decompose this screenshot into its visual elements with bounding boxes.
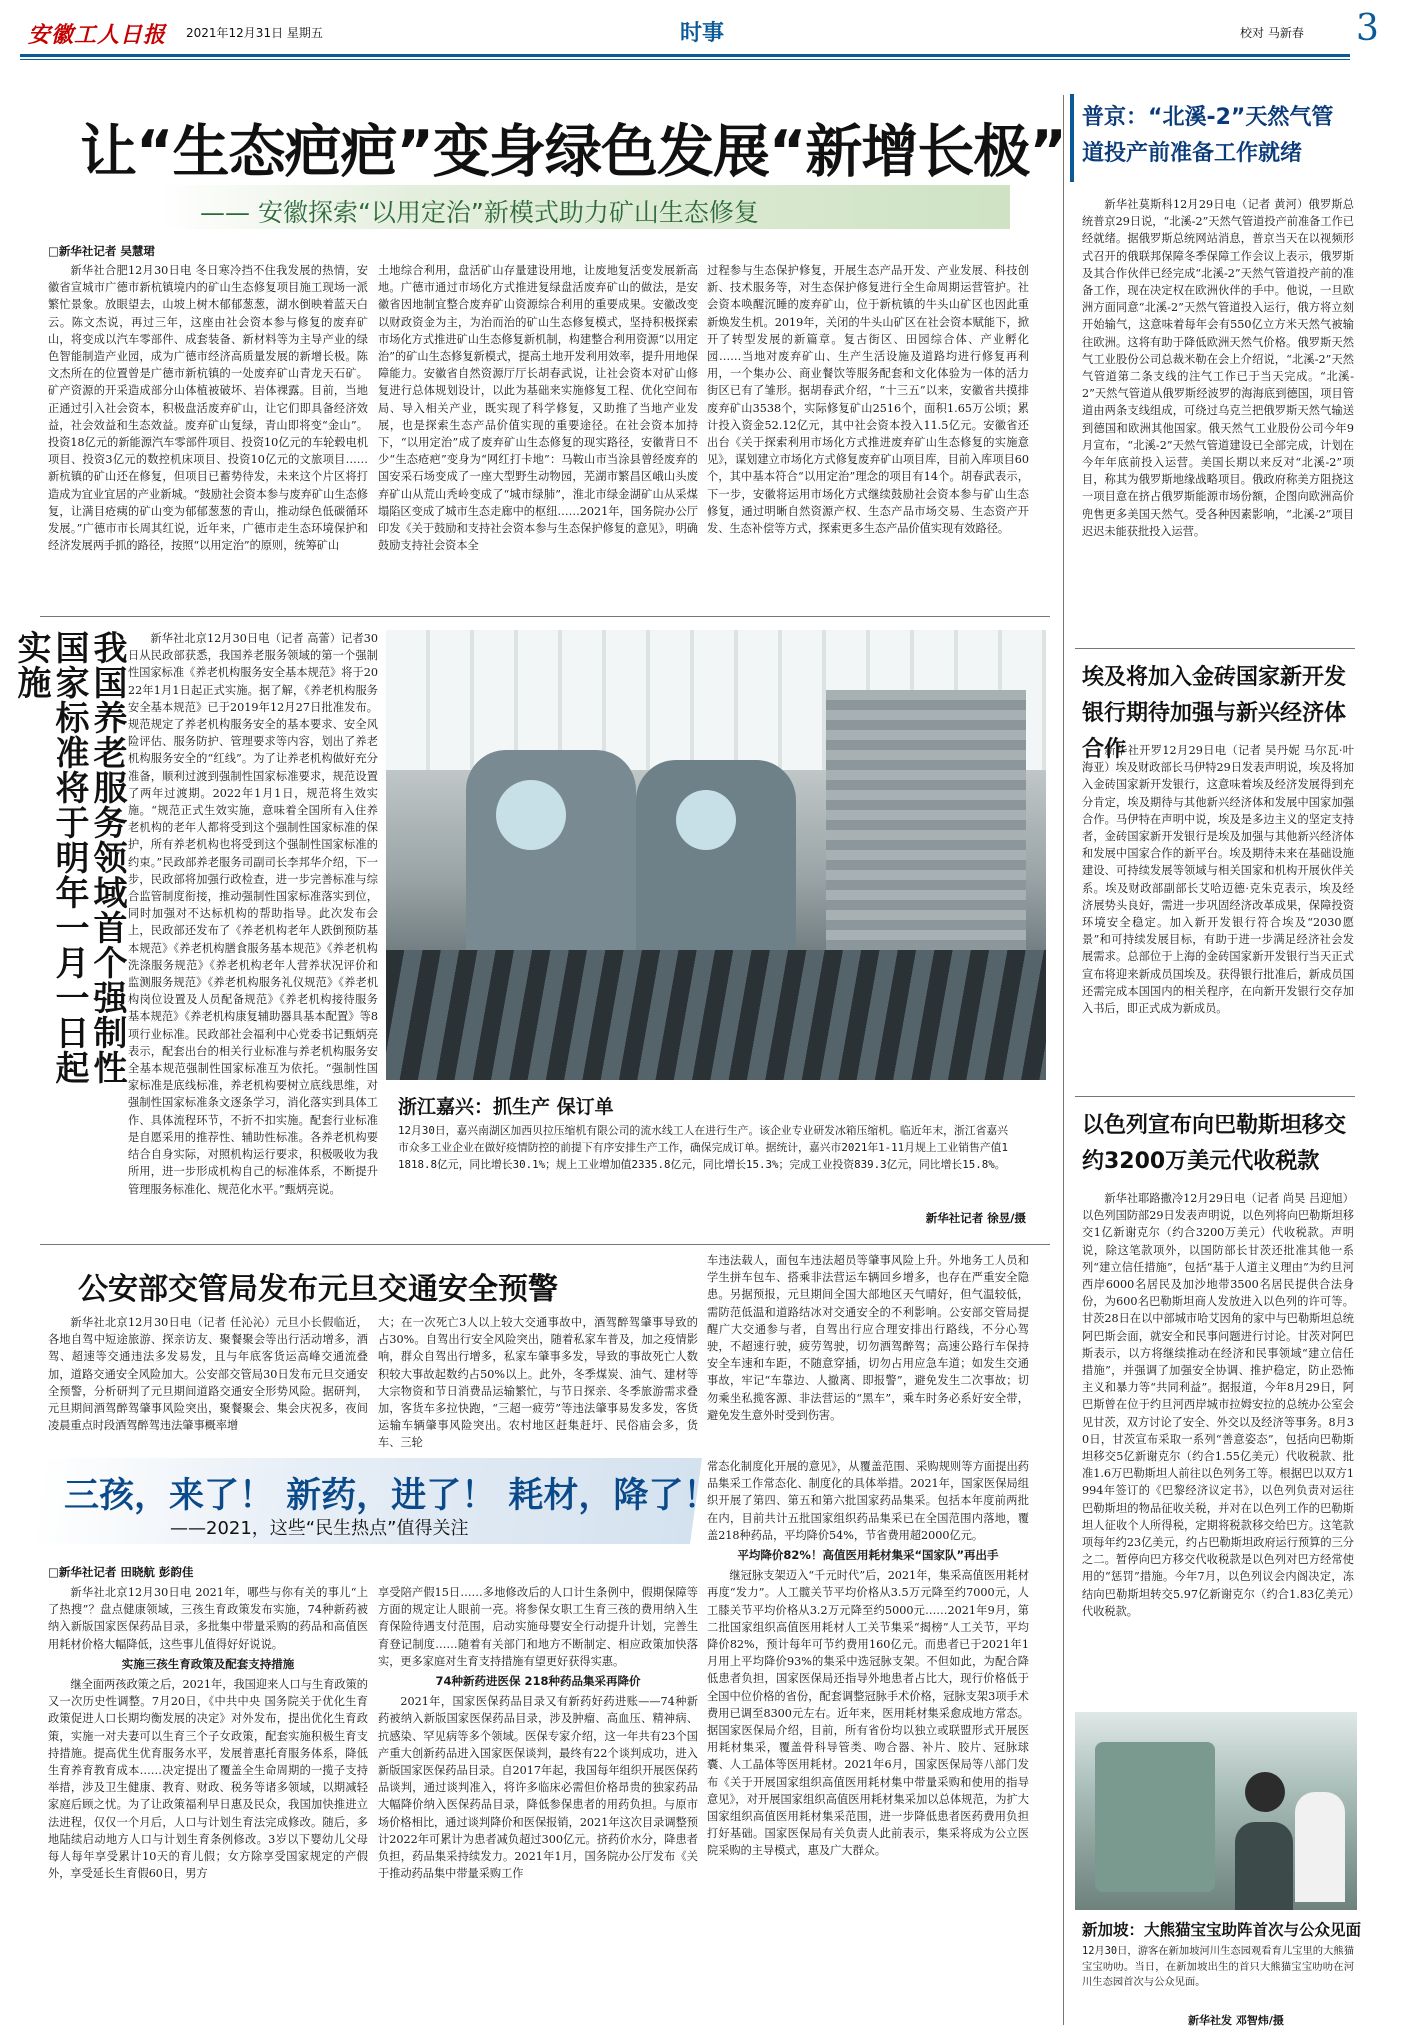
masthead-logo: 安徽工人日报	[28, 23, 167, 48]
right-story-1-bar	[1070, 94, 1074, 182]
panda-title: 新加坡：大熊猫宝宝助阵首次与公众见面	[1082, 1921, 1362, 1939]
sanhai-subheading-2: 74种新药进医保 218种药品集采再降价	[435, 1674, 641, 1689]
sanhai-subheading-1: 实施三孩生育政策及配套支持措施	[121, 1656, 295, 1671]
lead-title: 让“生态疤疤”变身绿色发展“新增长极”	[80, 119, 1066, 185]
right-story-3-text: 新华社耶路撒冷12月29日电（记者 尚昊 吕迎旭）以色列国防部29日发表声明说，以色列将向巴勒斯坦移交1亿新谢克尔（约合3200万美元）代收税款。声明说，除这笔款项外，以国防部长甘茨还批准其他一系列“建立信任措施”，包括“基于人道主义理由”为约旦河西岸6000名居民及加沙地带3500名居民提供合法身份，为600名巴勒斯坦商人发放进入以色列的许可等。甘茨28日在以中部城市哈艾因角的家中与巴勒斯坦总统阿巴斯会面，就安全和民事问题进行讨论。甘茨对阿巴斯表示，以方将继续推动在经济和民事领域“建立信任措施”，并强调了加强安全协调、推护稳定，防止恐怖主义和暴力等“共同利益”。据报道，今年8月29日，阿巴斯曾在位于约旦河西岸城市拉姆安拉的总统办公室会见甘茨，双方讨论了安全、外交以及经济等事务。8月30日，甘茨宣布采取一系列“善意姿态”，包括向巴勒斯坦移交5亿新谢克尔（约合1.55亿美元）代收税款、批准1.6万巴勒斯坦人前往以色列务工等。根据巴以双方1994年签订的《巴黎经济议定书》，以色列负责对运往巴勒斯坦的物品征收关税，并对在以色列工作的巴勒斯坦人征收个人所得税，定期将税款移交给巴方。这笔款项每年约23亿美元，约占巴勒斯坦政府运行预算的三分之二。暂停向巴方移交代收税款是以色列对巴方经常使用的“惩罚”措施。今年7月，以色列议会内阁决定，冻结向巴勒斯坦转交5.97亿新谢克尔（约合1.83亿美元）代收税款。	[1082, 1192, 1354, 1618]
sanhai-title: 三孩，来了！ 新药，进了！ 耗材，降了！	[64, 1476, 719, 1516]
lead-column-1: 新华社合肥12月30日电 冬日寒冷挡不住我发展的热情，安徽省宣城市广德市新杭镇境内的矿山生态修复项目施工现场一派繁忙景象。放眼望去，山坡上树木郁郁葱葱，湖水倒映着蓝天白云。陈文杰说，再过三年，这座由社会资本参与修复的废弃矿山，将变成以汽车零部件、成套装备、新材料等为主导产业的绿色智能制造产业园，成为广德市经济高质量发展的新增长极。陈文杰所在的位置曾是广德市新杭镇的一处废弃矿山青龙天石矿。矿产资源的开采造成部分山体植被破坏、岩体裸露。目前，当地正通过引入社会资本，积极盘活废弃矿山，让它们即具备经济效益，社会效益和生态效益。废弃矿山复绿，青山即将变“金山”。投资18亿元的新能源汽车零部件项目、投资10亿元的车轮毂电机项目、投资3亿元的数控机床项目、投资10亿元的文旅项目……新杭镇的矿山还在修复，但项目已蓄势待发，未来这个片区将打造成为宜业宜居的产业新城。“鼓励社会资本参与废弃矿山生态修复，让满目疮痍的矿山变为郁郁葱葱的青山，推动绿色低碳循环发展。”广德市市长周其红说，近年来，广德市走生态环境保护和经济发展两手抓的路径，按照“以用定治”的原则，统筹矿山	[48, 264, 368, 553]
photo-credit: 新华社记者 徐昱/摄	[925, 1211, 1026, 1225]
editor-name: 校对 马新春	[1240, 26, 1304, 40]
right-story-2-title: 埃及将加入金砖国家新开发银行期待加强与新兴经济体合作	[1082, 665, 1347, 762]
traffic-title: 公安部交管局发布元旦交通安全预警	[78, 1272, 558, 1307]
sanhai-subtitle: ——2021，这些“民生热点”值得关注	[170, 1518, 469, 1539]
photo-caption-box	[386, 1084, 1046, 1234]
lead-divider	[40, 616, 1050, 617]
right-divider-1	[1075, 648, 1355, 649]
right-story-2-text: 新华社开罗12月29日电（记者 吴丹妮 马尔瓦·叶海亚）埃及财政部长马伊特29日发表声明说，埃及将加入金砖国家新开发银行，这意味着埃及经济发展得到充分肯定，埃及期待与其他新兴经济体和发展中国家加强合作。马伊特在声明中说，埃及是多边主义的坚定支持者，金砖国家新开发银行是埃及加强与其他新兴经济体和发展中国家合作的新平台。埃及期待未来在基础设施建设、可持续发展等领域与相关国家和机构开展伙伴关系。埃及财政部副部长艾哈迈德·克朱克表示，埃及经济展势头良好，需进一步巩固经济改革成果，保障投资环境安全稳定。加入新开发银行符合埃及“2030愿景”和可持续发展目标，有助于进一步满足经济社会发展需求。总部位于上海的金砖国家新开发银行当天正式宣布将迎来新成员国埃及。获得银行批准后，新成员国还需完成本国国内的相关程序，在向新开发银行交存加入书后，即正式成为新成员。	[1082, 744, 1354, 1016]
page-number: 3	[1356, 8, 1379, 49]
lead-byline: □新华社记者 吴慧珺	[48, 244, 155, 258]
column-divider	[1063, 95, 1064, 2025]
traffic-column-2: 大；在一次死亡3人以上较大交通事故中，酒驾醉驾肇事导致的占30%。自驾出行安全风险突出，随着私家车普及，加之疫情影响，群众自驾出行增多，私家车肇事多发，导致的事故死亡人数积较大事故起数约占50%以上。此外，冬季煤炭、油气、建材等大宗物资和节日消费品运输繁忙，与节日探亲、冬季旅游需求叠加，客货车多拉快跑，“三超一疲劳”等违法肇事易发多发，客货运输车辆肇事风险突出。农村地区赶集赶圩、民俗庙会多，货车、三轮	[378, 1316, 698, 1449]
masthead-rule	[20, 54, 1350, 57]
right-story-3-title: 以色列宣布向巴勒斯坦移交约3200万美元代收税款	[1082, 1113, 1347, 1174]
right-story-1-title: 普京：“北溪-2”天然气管道投产前准备工作就绪	[1082, 105, 1334, 166]
sanhai-column-1: 新华社北京12月30日电 2021年，哪些与你有关的事儿“上了热搜”？盘点健康领域，三孩生育政策发布实施，74种新药被纳入新版国家医保药品目录，多批集中带量采购的药品和高值医用耗材价格大幅降低，这些事儿值得好好说说。 实施三孩生育政策及配套支持措施 继全面两孩政策之后，2021年，我国迎来人口与生育政策的又一次历史性调整。7月20日，《中共中央 国务院关于优化生育政策促进人口长期均衡发展的决定》对外发布，提出优化生育政策，实施一对夫妻可以生育三个子女政策，配套实施积极生育支持措施。提高优生优育服务水平，发展普惠托育服务体系，降低生育养育教育成本……决定提出了覆盖全生命周期的一揽子支持举措，涉及卫生健康、教育、财政、税务等诸多领域，以期减轻家庭后顾之忧。为了让政策福利早日惠及民众，我国加快推进立法进程，仅仅一个月后，人口与计划生育法完成修改。随后，多地陆续启动地方人口与计划生育条例修改。3岁以下婴幼儿父母每人每年享受累计10天的育儿假；女方除享受国家规定的产假外，享受延长生育假60日，男方	[48, 1586, 368, 1881]
traffic-column-1: 新华社北京12月30日电（记者 任沁沁）元旦小长假临近，各地自驾中短途旅游、探亲访友、聚餐聚会等出行活动增多，酒驾、超速等交通违法多发易发，且与年底客货运高峰交通流叠加，道路交通安全风险加大。公安部交管局30日发布元旦交通安全预警，分析研判了元旦期间道路交通安全形势风险。据研判，元旦期间酒驾醉驾肇事风险突出，聚餐聚会、集会庆祝多，夜间凌晨重点时段酒驾醉驾违法肇事概率增	[48, 1316, 368, 1433]
sanhai-subheading-3: 平均降价82%！高值医用耗材集采“国家队”再出手	[737, 1548, 999, 1563]
factory-photo	[386, 630, 1046, 1080]
masthead-rule-thin	[20, 59, 1350, 60]
panda-photo	[1075, 1712, 1357, 1910]
traffic-column-3: 车违法载人，面包车违法超员等肇事风险上升。外地务工人员和学生拼车包车、搭乘非法营运车辆回乡增多，也存在严重安全隐患。另据预报，元旦期间全国大部地区天气晴好，但气温较低，需防范低温和道路结冰对交通安全的不利影响。公安部交管局提醒广大交通参与者，自驾出行应合理安排出行路线，不分心驾驶，不超速行驶，疲劳驾驶，切勿酒驾醉驾；高速公路行车保持安全车速和车距，不随意穿插，切勿占用应急车道；如发生交通事故，牢记“车靠边、人撤离、即报警”，避免发生二次事故；切勿乘坐私揽客源、非法营运的“黑车”，乘车时务必系好安全带，避免发生意外时受到伤害。	[707, 1254, 1029, 1422]
photo-caption: 12月30日，嘉兴南湖区加西贝拉压缩机有限公司的流水线工人在进行生产。该企业专业研发冰箱压缩机。临近年末，浙江省嘉兴市众多工业企业在做好疫情防控的前提下有序安排生产工作，确保完成订单。据统计，嘉兴市2021年1-11月规上工业销售产值11818.8亿元，同比增长30.1%；规上工业增加值2335.8亿元，同比增长15.3%；完成工业投资839.3亿元，同比增长15.8%。	[398, 1124, 1008, 1171]
masthead-date: 2021年12月31日 星期五	[186, 26, 323, 40]
lead-column-3: 过程参与生态保护修复，开展生态产品开发、产业发展、科技创新、技术服务等，对生态保护修复进行全生命周期运营管护。社会资本唤醒沉睡的废弃矿山，位于新杭镇的牛头山矿区也因此重新焕发生机。2019年，关闭的牛头山矿区在社会资本赋能下，掀开了转型发展的新篇章。复古街区、田园综合体、产业孵化园……当地对废弃矿山、生产生活设施及道路均进行修复再利用，一个集办公、商业餐饮等服务配套和文化体验为一体的活力街区已有了雏形。据胡春武介绍，“十三五”以来，安徽省共摸排废弃矿山3538个，实际修复矿山2516个，面积1.65万公顷；累计投入资金52.12亿元，其中社会资本投入11.5亿元。安徽省还出台《关于探索利用市场化方式推进废弃矿山生态修复的实施意见》，谋划建立市场化方式修复废弃矿山项目库，目前入库项目60个，其中基本符合“以用定治”理念的项目有14个。胡春武表示，下一步，安徽将运用市场化方式继续鼓励社会资本参与矿山生态修复，通过明晰自然资源产权、生态产品市场交易、生态资产开发、生态补偿等方式，探索更多生态产品价值实现有效路径。	[707, 264, 1029, 536]
section-name: 时事	[680, 21, 725, 46]
panda-credit: 新华社发 邓智炜/摄	[1188, 2014, 1284, 2027]
lead-subtitle: —— 安徽探索“以用定治”新模式助力矿山生态修复	[200, 198, 759, 227]
elder-divider	[40, 1244, 1050, 1245]
sanhai-column-3: 常态化制度化开展的意见》，从覆盖范围、采购规则等方面提出药品集采工作常态化、制度化的具体举措。2021年，国家医保局组织开展了第四、第五和第六批国家药品集采。包括本年度前两批在内，目前共计五批国家组织药品集采已在全国范围内落地，覆盖218种药品，平均降价54%，节省费用超2000亿元。 平均降价82%！高值医用耗材集采“国家队”再出手 继冠脉支架迈入“千元时代”后，2021年，集采高值医用耗材再度“发力”。人工髋关节平均价格从3.5万元降至约7000元，人工膝关节平均价格从3.2万元降至约5000元……2021年9月，第二批国家组织高值医用耗材人工关节集采“揭榜”人工关节，平均降价82%，预计每年可节约费用160亿元。而患者已于2021年1月用上平均降价93%的集采中选冠脉支架。不但如此，为配合降低患者负担，国家医保局还指导外地患者占比大，现行价格低于全国中位价格的省份，配套调整冠脉手术价格，冠脉支架3项手术费用已调至8300元左右。近年来，医用耗材集采愈成地方常态。据国家医保局介绍，目前，所有省份均以独立或联盟形式开展医用耗材集采，覆盖骨科导管类、吻合器、补片、胶片、冠脉球囊、人工晶体等医用耗材。2021年6月，国家医保局等八部门发布《关于开展国家组织高值医用耗材集中带量采购和使用的指导意见》，对开展国家组织高值医用耗材集采加以总体规范，为扩大国家组织高值医用耗材集采范围，进一步降低患者医药费用负担打好基础。国家医保局有关负责人此前表示，集采将成为公立医院采购的主导模式，惠及广大群众。	[707, 1460, 1029, 1858]
lead-column-2: 土地综合利用，盘活矿山存量建设用地，让废地复活变发展新高地。广德市通过市场化方式推进复绿盘活废弃矿山的做法，是安徽省因地制宜整合废弃矿山资源综合利用的重要成果。安徽改变以财政资金为主，为治而治的矿山生态修复模式，坚持积极探索市场化方式推进矿山生态修复新机制，构建整合利用资源“以用定治”的矿山生态修复新模式，提高土地开发利用效率，提升用地保障能力。安徽省自然资源厅厅长胡春武说，让社会资本对矿山修复进行总体规划设计，以此为基础来实施修复工程、优化空间布局、导入相关产业，既实现了科学修复，又助推了当地产业发展，也是探索生态产品价值实现的重要途径。在社会资本加持下，“以用定治”成了废弃矿山生态修复的现实路径，安徽背日不少“生态疮疤”变身为“网红打卡地”：马鞍山市当涂县曾经废弃的国安采石场变成了一座大型野生动物园，芜湖市繁昌区峨山头废弃矿山从荒山秃岭变成了“城市绿肺”，淮北市绿金湖矿山从采煤塌陷区变成了城市生态走廊中的枢纽……2021年，国务院办公厅印发《关于鼓励和支持社会资本参与生态保护修复的意见》，明确鼓励支持社会资本全	[378, 264, 698, 553]
sanhai-byline: □新华社记者 田晓航 彭韵佳	[48, 1565, 194, 1579]
panda-caption: 12月30日，游客在新加坡河川生态园观看育儿宝里的大熊猫宝宝叻叻。当日，在新加坡出生的首只大熊猫宝宝叻叻在河川生态园首次与公众见面。	[1082, 1945, 1354, 1988]
photo-title: 浙江嘉兴：抓生产 保订单	[398, 1096, 614, 1118]
right-divider-2	[1075, 1096, 1355, 1097]
sanhai-column-2: 享受陪产假15日……多地修改后的人口计生条例中，假期保障等方面的规定让人眼前一亮。将参保女职工生育三孩的费用纳入生育保险待遇支付范围，启动实施母婴安全行动提升计划，完善生育登记制度……随着有关部门和地方不断制定、相应政策加快落实，更多家庭对生育支持措施有望更好获得实惠。 74种新药进医保 218种药品集采再降价 2021年，国家医保药品目录又有新药好药进账——74种新药被纳入新版国家医保药品目录，涉及肿瘤、高血压、精神病、抗感染、罕见病等多个领域。医保专家介绍，这一年共有23个国产重大创新药品进入国家医保谈判，最终有22个谈判成功，进入新版国家医保药品目录。自2017年起，我国每年组织开展医保药品谈判，通过谈判准入，将许多临床必需但价格昂贵的独家药品大幅降价纳入医保药品目录，降低参保患者的用药负担。与原市场价格相比，通过谈判降价和医保报销，2021年这次目录调整预计2022年可累计为患者减负超过300亿元。挤药价水分，降患者负担，药品集采持续发力。2021年1月，国务院办公厅发布《关于推动药品集中带量采购工作	[378, 1586, 698, 1881]
elder-text: 新华社北京12月30日电（记者 高蕾）记者30日从民政部获悉，我国养老服务领域的第一个强制性国家标准《养老机构服务安全基本规范》将于2022年1月1日起正式实施。据了解，《养老机构服务安全基本规范》已于2019年12月27日批准发布。规范规定了养老机构服务安全的基本要求、安全风险评估、服务防护、管理要求等内容，划出了养老机构服务安全的“红线”。为了让养老机构做好充分准备，顺利过渡到强制性国家标准要求，规范设置了两年过渡期。2022年1月1日，规范将生效实施。“规范正式生效实施，意味着全国所有入住养老机构的老年人都将受到这个强制性国家标准的保护，所有养老机构也将受到这个强制性国家标准的约束。”民政部养老服务司副司长李邦华介绍，下一步，民政部将加强行政检查，进一步完善标准与综合监管制度衔接，推动强制性国家标准落实到位，同时加强对不达标机构的帮助指导。此次发布会上，民政部还发布了《养老机构老年人跌倒预防基本规范》《养老机构膳食服务基本规范》《养老机构洗涤服务规范》《养老机构老年人营养状况评价和监测服务规范》《养老机构服务礼仪规范》《养老机构岗位设置及人员配备规范》《养老机构接待服务基本规范》《养老机构康复辅助器具基本配置》等8项行业标准。民政部社会福利中心党委书记甄炳亮表示，配套出台的相关行业标准与养老机构服务安全基本规范强制性国家标准互为依托。“强制性国家标准是底线标准，养老机构要树立底线思维，对强制性国家标准条文逐条学习，消化落实到具体工作、具体流程环节，不折不扣实施。配套行业标准是自愿采用的推荐性、辅助性标准。各养老机构要结合自身实际，对照机构运行要求，积极吸收为我所用，进一步形成机构自己的标准体系，不断提升管理服务标准化、规范化水平。”甄炳亮说。	[128, 632, 378, 1196]
right-story-1-text: 新华社莫斯科12月29日电（记者 黄河）俄罗斯总统普京29日说，“北溪-2”天然气管道投产前准备工作已经就绪。据俄罗斯总统网站消息，普京当天在以视频形式召开的俄联邦保障冬季保障工作会议上表示，俄罗斯及其合作伙伴已经完成“北溪-2”天然气管道投产前的准备工作，现在决定权在欧洲伙伴的手中。他说，一旦欧洲方面同意“北溪-2”天然气管道投入运行，俄方将立刻开始输气，这意味着每年会有550亿立方米天然气被输往欧洲。这将有助于降低欧洲天然气价格。俄罗斯天然气工业股份公司总裁米勒在会上介绍说，“北溪-2”天然气管道第二条支线的注气工作已于当天完成。“北溪-2”天然气管道从俄罗斯经波罗的海海底到德国，项目管道由两条支线组成，可绕过乌克兰把俄罗斯天然气输送到德国和欧洲其他国家。俄天然气工业股份公司今年9月宣布，“北溪-2”天然气管道建设已全部完成，计划在今年年底前投入运营。美国长期以来反对“北溪-2”项目，称其为俄罗斯地缘战略项目。俄政府称美方阻挠这一项目意在挤占俄罗斯能源市场份额，企图向欧洲高价兜售更多美国天然气。受各种因素影响，“北溪-2”项目迟迟未能获批投入运营。	[1082, 198, 1354, 538]
elder-title: 我国养老服务领域首个强制性国家标准将于明年一月一日起实施	[11, 630, 127, 1085]
